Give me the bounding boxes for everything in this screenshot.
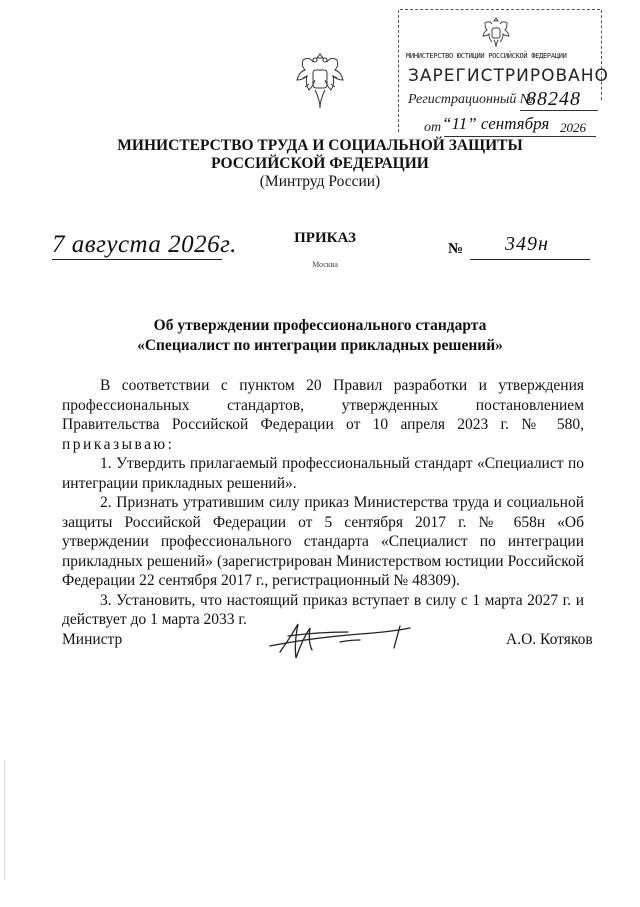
stamp-from-year: 2026 <box>560 120 586 135</box>
paragraph-1: 1. Утвердить прилагаемый профессиональный стандарт «Специалист по интеграции прикладных решений». <box>62 455 584 492</box>
stamp-reg-label: Регистрационный № <box>408 92 534 107</box>
order-date: 7 августа 2026г. <box>52 231 237 258</box>
date-underline <box>52 259 222 260</box>
stamp-from-date: “11” сентября <box>442 114 550 133</box>
order-word: приказываю: <box>62 435 175 453</box>
order-city: Москва <box>312 260 338 269</box>
signer-role: Министр <box>62 631 123 648</box>
ministry-title <box>60 137 580 173</box>
stamp-emblem-icon <box>482 16 510 48</box>
paragraph-3: 3. Установить, что настоящий приказ вступает в силу с 1 марта 2027 г. и действует до 1 марта 2033 г. <box>62 591 584 628</box>
order-number: 349н <box>505 233 549 255</box>
order-type: ПРИКАЗ <box>294 230 356 246</box>
document-body <box>62 376 584 630</box>
registration-stamp <box>398 6 609 138</box>
stamp-ministry: МИНИСТЕРСТВО ЮСТИЦИИ РОССИЙСКОЙ ФЕДЕРАЦИИ <box>406 52 567 60</box>
document-title <box>60 316 580 356</box>
ministry-line-2: РОССИЙСКОЙ ФЕДЕРАЦИИ <box>211 155 429 172</box>
title-line-1: Об утверждении профессионального стандарта <box>153 317 487 334</box>
order-number-label: № <box>448 241 464 257</box>
signer-name: А.О. Котяков <box>506 631 593 648</box>
coat-of-arms-icon <box>293 48 347 112</box>
stamp-from-label: от <box>424 120 442 135</box>
paragraph-2: 2. Признать утратившим силу приказ Министерства труда и социальной защиты Российской Федерации от 5 сентября 2017 г. № 658н «Об утверждении профессионального стандарта «Специалист по интеграции прикладных решений» (зарегистрирован Министерством юстиции Российской Федерации 22 сентября 2017 г., регистрационный № 48309). <box>62 494 584 589</box>
ministry-line-1: МИНИСТЕРСТВО ТРУДА И СОЦИАЛЬНОЙ ЗАЩИТЫ <box>117 137 523 154</box>
ministry-short-name: (Минтруд России) <box>259 173 381 190</box>
stamp-reg-number: 88248 <box>526 88 581 110</box>
handwritten-signature <box>240 606 420 676</box>
paragraph-preamble: В соответствии с пунктом 20 Правил разработки и утверждения профессиональных стандартов, утвержденных постановлением Правительства Российской Федерации от 10 апреля 2023 г. № 580, приказываю: <box>62 377 584 453</box>
scan-edge <box>4 760 5 880</box>
title-line-2: «Специалист по интеграции прикладных решений» <box>137 337 503 354</box>
stamp-registered: ЗАРЕГИСТРИРОВАНО <box>408 66 609 86</box>
number-underline <box>470 259 590 260</box>
